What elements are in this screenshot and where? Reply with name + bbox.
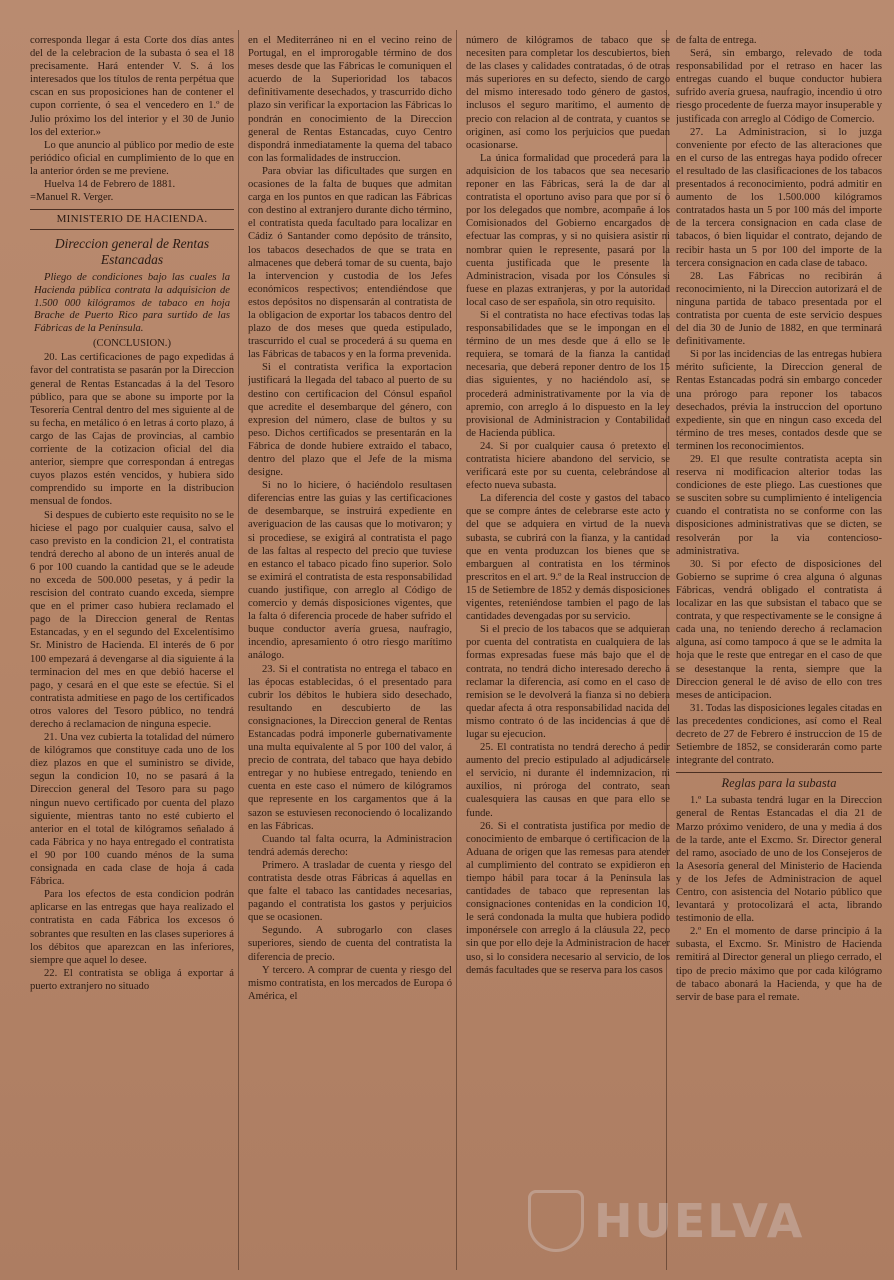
paragraph: 24. Si por cualquier causa ó pretexto el contratista hiciere abandono del servicio, se verificará este por su cuenta, celebrándose al efecto nueva subasta. bbox=[466, 440, 670, 492]
section-heading: MINISTERIO DE HACIENDA. bbox=[30, 209, 234, 230]
paragraph: La única formalidad que procederá para la adquisicion de los tabacos que sea necesario reponer en las Fábricas, será la de dar al contratista el oportuno aviso para que por sí ó por los delegados que nombre, acompañe á los Comisionados del Gobierno encargados de efectuar las compras, y si no quisiera asistir ni nombrar quien le represente, pasará por la cuenta justificada que le presente la Administracion, visada por los Cónsules si fuese en plazas extranjeras, y por la autoridad local caso de ser española, sin otro requisito. bbox=[466, 152, 670, 308]
paragraph: Segundo. A subrogarlo con clases superiores, siendo de cuenta del contratista la diferencia de precio. bbox=[248, 925, 452, 963]
paragraph: Será, sin embargo, relevado de toda responsabilidad por el retraso en hacer las entregas cuando el buque conductor hubiera sufrido avería gruesa, naufragio, incendio ú otro riesgo procedente de fuerza mayor insuperable y justificada con arreglo al Código de Comercio. bbox=[676, 48, 882, 125]
paragraph: 28. Las Fábricas no recibirán á reconocimiento, ni la Direccion autorizará el de ninguna partida de tabaco presentada por el contratista por cuenta de este servicio despues del dia 30 de Junio de 1882, en que terminará definitivamente. bbox=[676, 270, 882, 348]
paragraph: Para los efectos de esta condicion podrán aplicarse en las entregas que haya realizado el contratista en cada Fábrica los excesos ó sobrantes que resulten en las clases superiores á los débitos que aparezcan en las inferiores, siempre que aquel lo desee. bbox=[30, 889, 234, 966]
signature-date: Huelva 14 de Febrero de 1881. bbox=[44, 179, 176, 191]
paragraph: 25. El contratista no tendrá derecho á pedir aumento del precio estipulado al adjudicársele el servicio, ni durante él indemnizacion, ni auxilios, ni próroga del contrato, sean cualesquiera las causas en que para ello se funde. bbox=[466, 742, 670, 819]
paragraph: corresponda llegar á esta Corte dos días antes del de la celebracion de la subasta ó sea el 18 precisamente. Hará entender V. S. á los interesados que los títulos de renta perpétua que cscan en sus proposiciones han de contener el cupon corriente, ó sea el vencedero en 1.º de Julio próximo los del interior y el 30 de Junio los del exterior.» bbox=[30, 35, 234, 138]
archive-watermark bbox=[528, 1186, 858, 1256]
column-rule bbox=[238, 30, 239, 1270]
paragraph: Si el precio de los tabacos que se adquieran por cuenta del contratista en cualquiera de las formas expresadas fuese más bajo que el de contrata, no tendrá dicho interesado derecho á reclamar la diferencia, así como en el caso de remision se le devolverá la fianza si no debiera quedar afecta á otra responsabilidad nacida del mismo contrato ó de las incidencias á que dé lugar su ejecucion. bbox=[466, 624, 670, 740]
column-3 bbox=[466, 34, 670, 1272]
paragraph: 21. Una vez cubierta la totalidad del número de kilógramos que constituye cada uno de los diez plazos en que el suministro se divide, segun la condicion 10, no se pasará á la Direccion general del Tesoro para su pago ningun nuevo certificado por cuenta del plazo siguiente, mientras tanto no esté cubierto el anterior en el total de kilógramos señalado á cada Fábrica y no haya entregado el contratista el 90 por 100 cuando ménos de la suma consignada en cada clase de hoja á cada Fábrica. bbox=[30, 732, 234, 888]
paragraph: Lo que anuncio al público por medio de este periódico oficial en cumplimiento de lo que en la anterior órden se me previene. bbox=[30, 139, 234, 177]
shield-icon bbox=[528, 1190, 584, 1252]
paragraph: Primero. A trasladar de cuenta y riesgo del contratista desde otras Fábricas á aquellas en que falte el tabaco las cantidades necesarias, pagando el contratista los gastos y perjuicios que se ocasionen. bbox=[248, 859, 452, 924]
column-2 bbox=[248, 34, 452, 1272]
paragraph: 31. Todas las disposiciones legales citadas en las precedentes condiciones, así como el Real decreto de 27 de Febrero é instruccion de 15 de Setiembre de 1852, se considerarán como parte integrante del contrato. bbox=[676, 702, 882, 767]
column-1 bbox=[30, 34, 234, 1272]
paragraph: de falta de entrega. bbox=[676, 35, 757, 46]
paragraph: Y tercero. A comprar de cuenta y riesgo del mismo contratista, en los mercados de Europa ó América, el bbox=[248, 964, 452, 1002]
paragraph: 22. El contratista se obliga á exportar á puerto extranjero no situado bbox=[30, 967, 234, 992]
signature-name: =Manuel R. Verger. bbox=[30, 192, 114, 204]
paragraph: Si por las incidencias de las entregas hubiera mérito suficiente, la Direccion general de Rentas Estancadas podrá sin embargo conceder una prórogo para reponer los tabacos desechados, prévia la instruccion del oportuno expediente, sin que en ningun caso exceda del término de tres meses, contados desde que se terminen los reconocimientos. bbox=[676, 349, 882, 452]
paragraph: Cuando tal falta ocurra, la Administracion tendrá además derecho: bbox=[248, 833, 452, 858]
section-subtitle: Direccion general de Rentas Estancadas bbox=[54, 236, 210, 268]
paragraph: Si el contratista verifica la exportacion justificará la llegada del tabaco al puerto de su destino con certificacion del Cónsul español que acredite el desembarque del género, con expresion del número, clase de bultos y su peso. Dichos certificados se presentarán en la Fábrica de donde hubiere extraido el tabaco, dentro del plazo que el Jefe de la misma designe. bbox=[248, 362, 452, 479]
paragraph: 2.º En el momento de darse principio á la subasta, el Excmo. Sr. Ministro de Hacienda remitirá al Director general un pliego cerrado, el tipo de precio máximo que por cada kilógramo de tabaco abonará la Hacienda, y que ha de servir de base para el remate. bbox=[676, 926, 882, 1003]
paragraph: Si el contratista no hace efectivas todas las responsabilidades que se le impongan en el término de un mes desde que á ello se le requiera, se tomará de la fianza la cantidad necesaria, que deberá reponer dentro de los 15 dias siguientes, y no haciéndolo así, se procederá administrativamente por la via de apremio, con arreglo á lo dispuesto en la ley provisional de Administracion y Contabilidad de Hacienda pública. bbox=[466, 309, 670, 439]
paragraph: 29. El que resulte contratista acepta sin reserva ni modificacion alterior todas las condiciones de este pliego. Las cuestiones que se susciten sobre su cumplimiento é inteligencia cuando el contratista no se conforme con las disposiciones administrativas que se dicten, se resolverán por la via contencioso-administrativa. bbox=[676, 454, 882, 557]
paragraph: Si despues de cubierto este requisito no se le hiciese el pago por cualquier causa, salvo el caso previsto en la condicion 21, el contratista tendrá derecho al abono de un interés anual de 6 por 100 cuando la cantidad que se le adeude no exceda de 500.000 pesetas, y á pedir la rescision del contrato cuando exceda, siempre que en el primer caso hubiera reclamado el pago de la Direccion general de Rentas Estancadas, y en el segundo del Excelentísimo Sr. Ministro de Hacienda. El interés de 6 por 100 empezará á devengarse al dia siguiente á la terminacion del mes en que debió hacerse el pago, y cesará en el que este se efectúe. Si el contratista admitiese en pago de los certificados otros valores del Tesoro público, no tendrá derecho á reclamacion de ninguna especie. bbox=[30, 509, 234, 730]
paragraph: en el Mediterráneo ni en el vecino reino de Portugal, en el improrogable término de dos meses desde que las Fábricas le comuniquen el acuerdo de la Superioridad los tabacos definitivamente desechados, y trascurrido dicho plazo sin verificar la exportacion las Fábricas lo pondrán en conocimiento de la Direccion general de Rentas Estancadas, cuyo Centro dispondrá inmediatamente la quema del tabaco con las formalidades de instruccion. bbox=[248, 35, 452, 164]
paragraph: La diferencia del coste y gastos del tabaco que se compre ántes de celebrarse este acto y del que se adquiera en virtud de la nueva subasta, se cubrirá con la fianza, y la cantidad que en venta produzcan los bienes que se embarguen al contratista en los términos prescritos en el art. 9.º de la Real instruccion de 15 de Setiembre de 1852 y demás disposiciones vigentes, reteniéndose tambien el pago de las cantidades devengadas por su servicio. bbox=[466, 493, 670, 623]
paragraph: Si no lo hiciere, ó haciéndolo resultasen diferencias entre las guias y las certificaciones de desembarque, se instruirá expediente en averiguacion de las causas que lo motivaron; y si procediese, se exigirá al contratista el pago de las faltas al respecto del precio que tuviese en estanco el tabaco picado fino superior. Solo se eximirá el contratista de esta responsabilidad cuando justifique, con arreglo al Código de comercio y demás disposiciones vigentes, que la falta ó diferencia procede de haber sufrido el buque conductor avería gruesa, naufragio, incendio, apresamiento ó otro riesgo marítimo análogo. bbox=[248, 480, 452, 662]
paragraph: 26. Si el contratista justifica por medio de conocimiento de embarque ó certificacion de la Aduana de origen que las remesas para atender al cumplimiento del contrato se expidieron en tiempo hábil para tocar á la Península las cantidades de tabaco que representan las consignaciones contenidas en la condicion 10, le será condonada la multa que hubiera podido imponérsele con arreglo á la cláusula 22, peco sin que por ello deje la Administracion de hacer uso, si lo considera necesario al servicio, de los demás facultades que se reserva para los casos bbox=[466, 820, 670, 976]
column-rule bbox=[456, 30, 457, 1270]
paragraph: 30. Si por efecto de disposiciones del Gobierno se suprime ó crea alguna ó algunas Fábricas, vendrá obligado el contratista á localizar en las que subsistan el tabaco que se contrata, y que respectivamente se le consigne á cada una, no teniendo derecho á reclamacion alguna, así como tampoco á que se le admita la hoja que le reste que entregar en el caso de que se desestanque la renta, siempre que la Direccion general le dé aviso de ello con tres meses de anticipacion. bbox=[676, 558, 882, 701]
conclusion-label: (CONCLUSION.) bbox=[93, 338, 171, 350]
paragraph: 1.º La subasta tendrá lugar en la Direccion general de Rentas Estancadas el dia 21 de Marzo próximo venidero, de una y media á dos de la tarde, ante el Excmo. Sr. Director general del ramo, asociado de uno de los Consejeros de la Asesoría general del Ministerio de Hacienda y de los Jefes de Administracion de aquel Centro, con asistencia del Notario público que levantará y protocolizará el acta, librando testimonio de ella. bbox=[676, 795, 882, 925]
paragraph: número de kilógramos de tabaco que se necesiten para completar los descubiertos, bien de las clases y calidades contratadas, ó de otras más superiores en su defecto, siendo de cargo del mismo interesado todo género de gastos, inclusos el seguro marítimo, el aumento de precio con relacion al de contrata, y cuantos se originen, así como los perjuicios que puedan ocasionarse. bbox=[466, 35, 670, 151]
paragraph: Para obviar las dificultades que surgen en ocasiones de la falta de buques que admitan carga en los puntos en que radican las Fábricas con destino al extranjero durante dicho término, el contratista queda facultado para localizar en Cádiz ó Santander como depósito de tránsito, los tabacos desechados de que se trata en almacenes que deberá tomar de su cuenta, bajo la intervencion y custodia de los Jefes económicos respectivos; entendiéndose que estos depósitos no dispensarán al contratista de la obligacion de exportar los tabacos dentro del plazo de dos meses que queda estipulado, trascurrido el cual se procederá á su quema en las Fábricas de tabacos y en la forma prevenida. bbox=[248, 165, 452, 361]
paragraph: 27. La Administracion, si lo juzga conveniente por efecto de las alteraciones que en el curso de las entregas haya podido ofrecer el resultado de las clasificaciones de los tabacos presentados á reconocimiento, podrá admitir en aumento de los 1.500.000 kilógramos contratados hasta un 5 por 100 más del importe de la tercera consignacion en cada clase de tabacos, ó bien liquidar el contrato, dejando de recibir hasta un 5 por 100 del importe de la tercera consignacion en cada clase de tabaco. bbox=[676, 126, 882, 269]
paragraph: 23. Si el contratista no entrega el tabaco en las épocas establecidas, ó el presentado para cubrir los débitos le hubiera sido desechado, resultando en descubierto de las consignaciones, la Direccion general de Rentas Estancadas podrá imponerle gubernativamente una multa equivalente al 5 por 100 del valor, á precio de contrata, del tabaco que haya debido entregar y no hubiese entregado, teniendo en cuenta en este caso el número de kilógramos que represente en los cargamentos que á la sazon se estuviesen reconociendo ó localizando en las Fábricas. bbox=[248, 663, 452, 832]
column-4 bbox=[676, 34, 882, 1272]
watermark-text: HUELVA bbox=[594, 1194, 805, 1248]
paragraph: 20. Las certificaciones de pago expedidas á favor del contratista se pasarán por la Direccion general de Rentas Estancadas á la del Tesoro público, para que se abone su importe por la Tesorería Central dentro del mes siguiente al de su fecha, en metálico ó en letras á corto plazo, á cargo de las Cajas de provincias, al cambio corriente de la cotizacion oficial del dia anterior, siempre que correspondan á entregas cuyos plazos estén vencidos, y hubiera sido comprendido su importe en la distribucion mensual de fondos. bbox=[30, 352, 234, 508]
document-intro: Pliego de condiciones bajo las cuales la Hacienda pública contrata la adquisicion de 1.500 000 kilógramos de tabaco en hoja Brache de Puerto Rico para surtido de las Fábricas de la Península. bbox=[34, 272, 230, 334]
rules-heading: Reglas para la subasta bbox=[676, 772, 882, 790]
